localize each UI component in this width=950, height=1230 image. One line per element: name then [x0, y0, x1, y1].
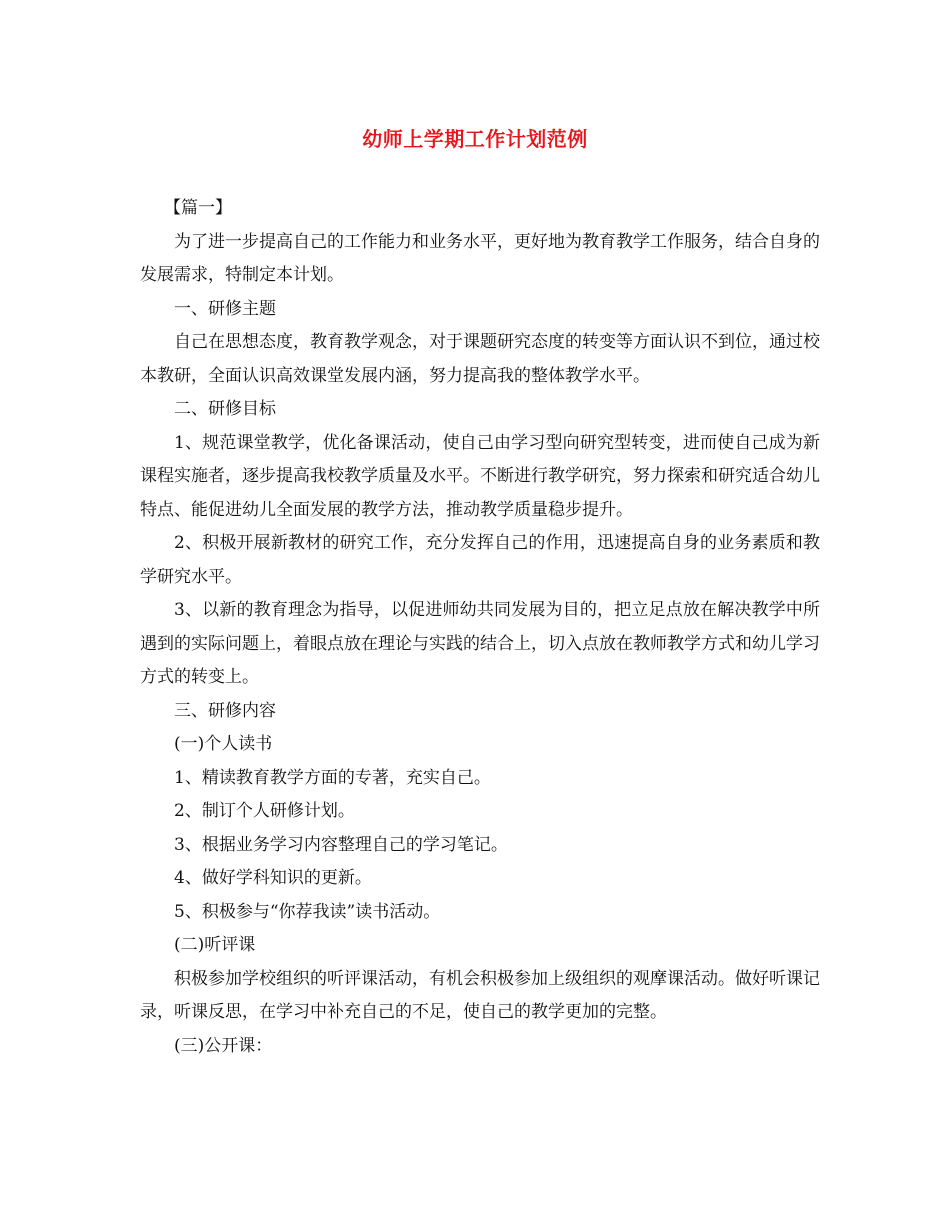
reading-item-3: 3、根据业务学习内容整理自己的学习笔记。: [174, 834, 508, 855]
subheading-open-class: (三)公开课：: [174, 1035, 273, 1056]
goal-item-3: 3、以新的教育理念为指导，以促进师幼共同发展为目的，把立足点放在解决教学中所遇到的实际问题上，着眼点放在理论与实践的结合上，切入点放在教师教学方式和幼儿学习方式的转变上。: [140, 600, 820, 687]
goal-item-1: 1、规范课堂教学，优化备课活动，使自己由学习型向研究型转变，进而使自己成为新课程实施者，逐步提高我校教学质量及水平。不断进行教学研究，努力探索和研究适合幼儿特点、能促进幼儿全面发展的教学方法，推动教学质量稳步提升。: [140, 432, 820, 520]
reading-item-4: 4、做好学科知识的更新。: [174, 868, 372, 888]
section-heading-part-one: 【篇一】: [164, 198, 232, 218]
goal-item-2: 2、积极开展新教材的研究工作，充分发挥自己的作用，迅速提高自身的业务素质和教学研究水平。: [140, 533, 820, 587]
reading-item-1: 1、精读教育教学方面的专著，充实自己。: [174, 767, 491, 788]
document-body: [140, 192, 820, 1063]
heading-research-theme: 一、研修主题: [174, 298, 276, 319]
heading-research-goals: 二、研修目标: [174, 399, 276, 419]
subheading-personal-reading: (一)个人读书: [174, 734, 273, 754]
reading-item-2: 2、制订个人研修计划。: [174, 801, 355, 821]
lesson-observation-paragraph: 积极参加学校组织的听评课活动，有机会积极参加上级组织的观摩课活动。做好听课记录，听课反思，在学习中补充自己的不足，使自己的教学更加的完整。: [140, 968, 820, 1022]
subheading-lesson-observation: (二)听评课: [174, 935, 256, 955]
document-title: 幼师上学期工作计划范例: [362, 127, 588, 151]
reading-item-5: 5、积极参与“你荐我读”读书活动。: [174, 901, 441, 922]
heading-research-content: 三、研修内容: [174, 700, 276, 721]
research-theme-paragraph: 自己在思想态度，教育教学观念，对于课题研究态度的转变等方面认识不到位，通过校本教研，全面认识高效课堂发展内涵，努力提高我的整体教学水平。: [140, 332, 820, 386]
intro-paragraph: 为了进一步提高自己的工作能力和业务水平，更好地为教育教学工作服务，结合自身的发展需求，特制定本计划。: [140, 231, 820, 285]
